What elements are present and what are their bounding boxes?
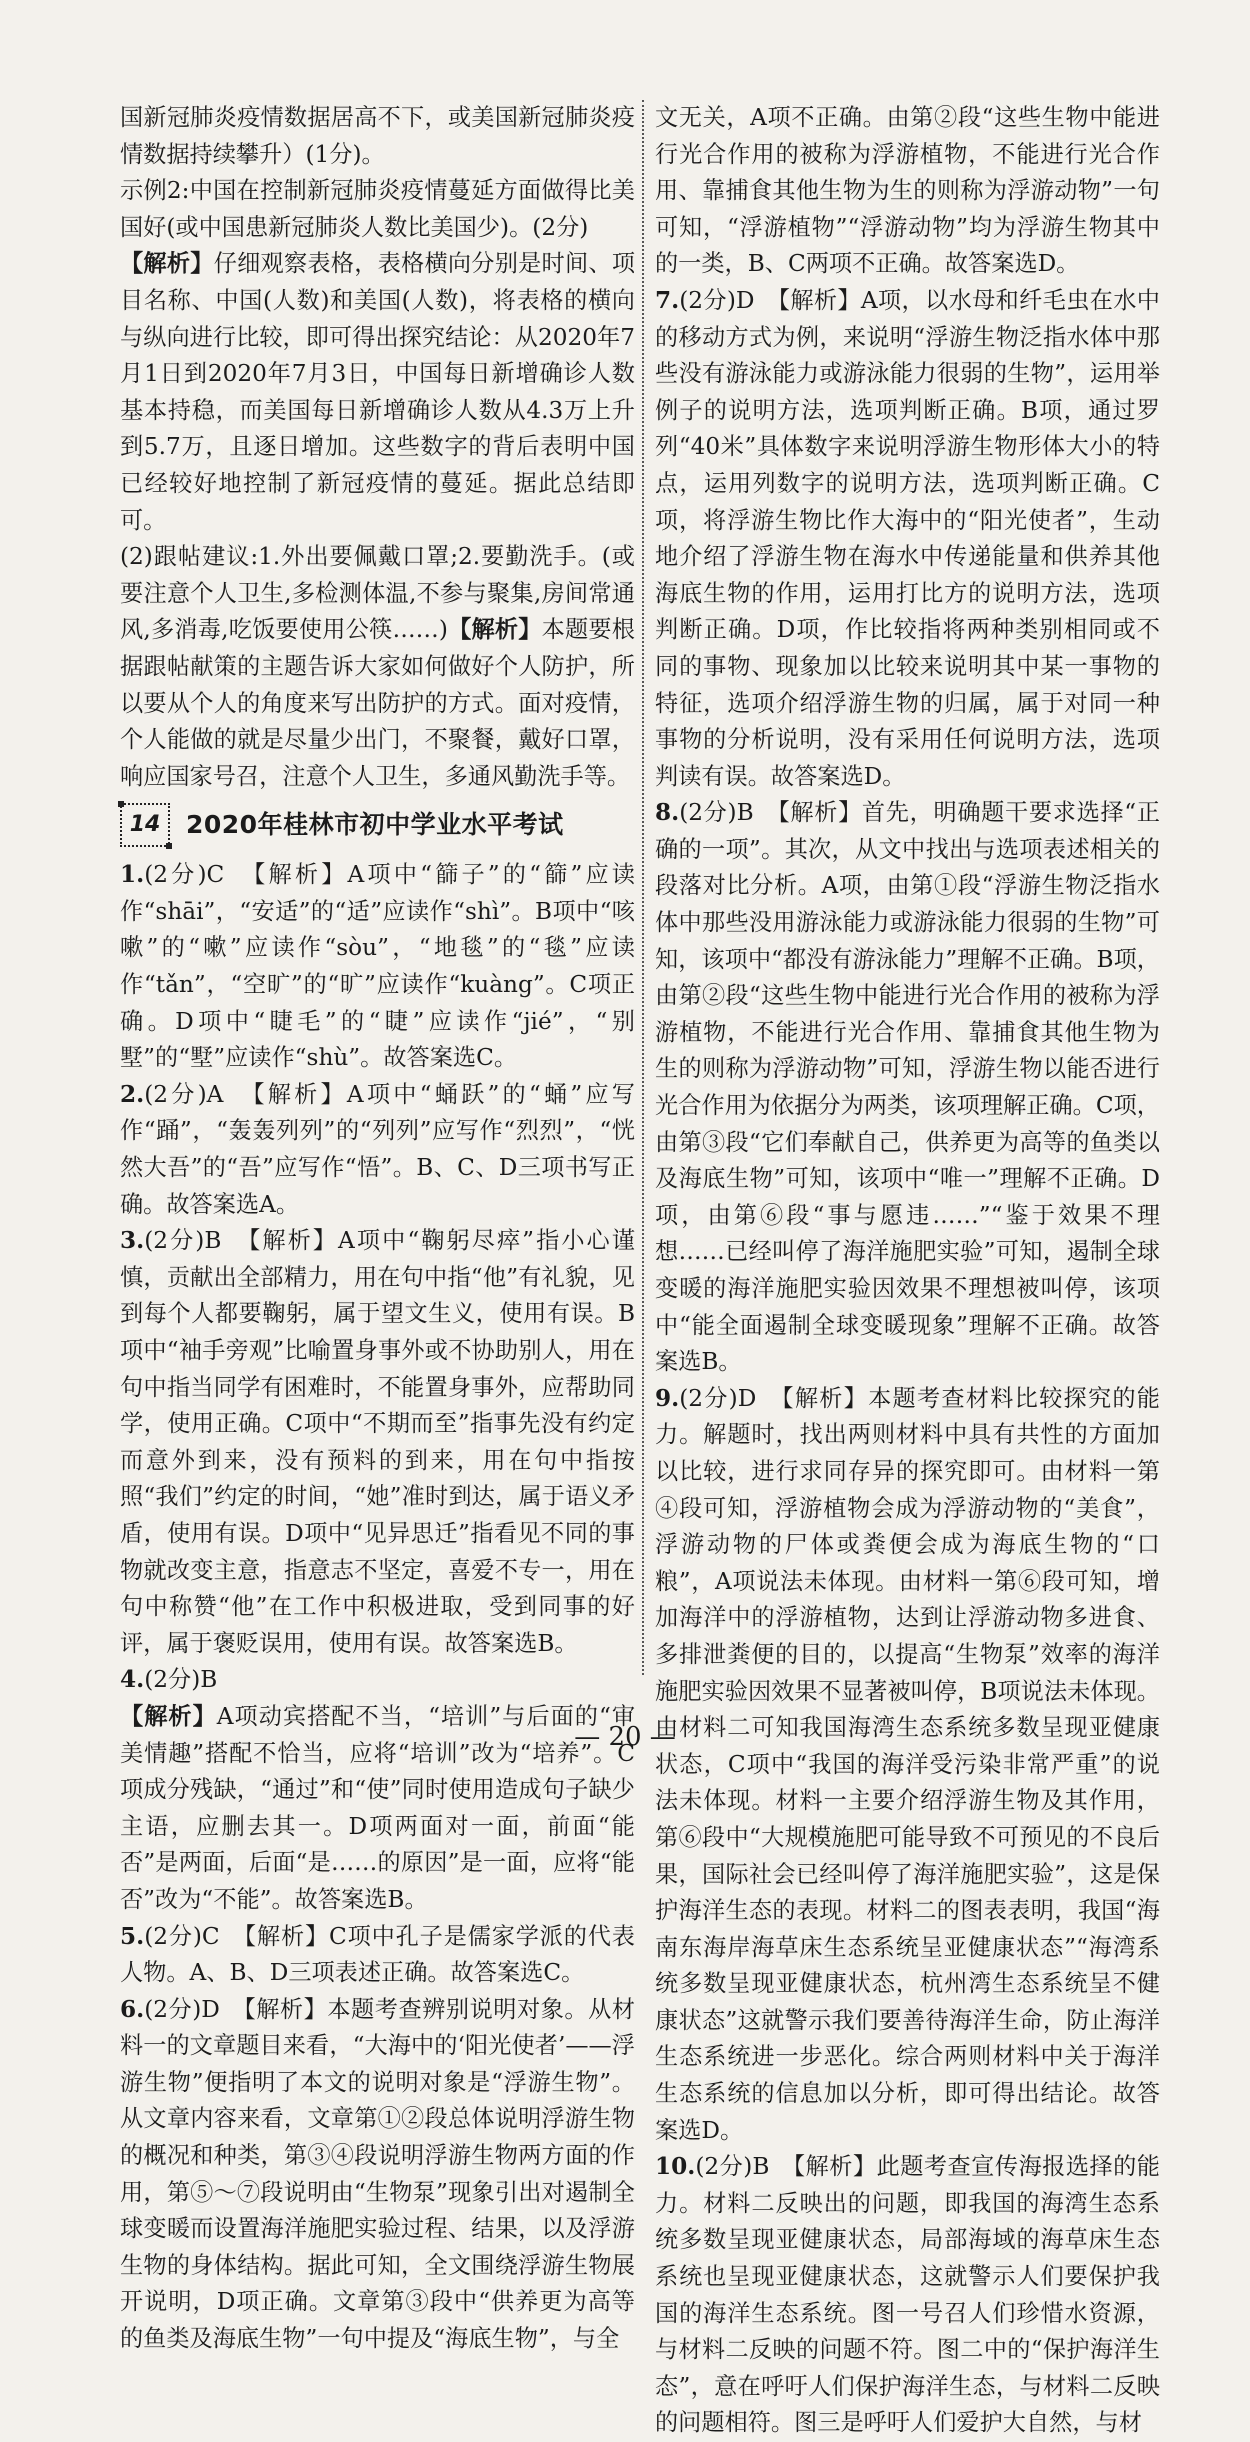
answer-item [655, 1381, 1160, 2149]
answer-text: (2分)B 【解析】此题考查宣传海报选择的能力。材料二反映出的问题，即我国的海湾生态系统多数呈现亚健康状态，局部海域的海草床生态系统也呈现亚健康状态，这就警示人们要保护我国的海洋生态系统。图一号召人们珍惜水资源，与材料二反映的问题不符。图二中的“保护海洋生态”，意在呼吁人们保护海洋生态，与材料二反映的问题相符。图三是呼吁人们爱护大自然，与材 [655, 2153, 1160, 2437]
answer-item [120, 1992, 635, 2358]
answer-text: (2分)B 【解析】A项中“鞠躬尽瘁”指小心谨慎，贡献出全部精力，用在句中指“他”有礼貌，见到每个人都要鞠躬，属于望文生义，使用有误。B项中“袖手旁观”比喻置身事外或不协助别人，用在句中指当同学有困难时，不能置身事外，应帮助同学，使用正确。C项中“不期而至”指事先没有约定而意外到来，没有预料的到来，用在句中指按照“我们”约定的时间，“她”准时到达，属于语义矛盾，使用有误。D项中“见异思迁”指看见不同的事物就改变主意，指意志不坚定，喜爱不专一，用在句中称赞“他”在工作中积极进取，受到同事的好评，属于褒贬误用，使用有误。故答案选B。 [120, 1227, 635, 1657]
answer-item [120, 1077, 635, 1223]
suggestion-text: (2)跟帖建议:1.外出要佩戴口罩;2.要勤洗手。(或要注意个人卫生,多检测体温,不参与聚集,房间常通风,多消毒,吃饭要使用公筷……) [120, 543, 635, 644]
section-title: 2020年桂林市初中学业水平考试 [186, 809, 564, 839]
analysis-paragraph [120, 539, 635, 795]
page-number: — 20 — [574, 1722, 676, 1752]
answer-item [120, 857, 635, 1077]
analysis-tag: 【解析】 [120, 1702, 217, 1730]
answer-item [655, 283, 1160, 795]
answer-text: (2分)A 【解析】A项中“蛹跃”的“蛹”应写作“踊”，“轰轰列列”的“列列”应写作“烈烈”，“恍然大吾”的“吾”应写作“悟”。B、C、D三项书写正确。故答案选A。 [120, 1080, 635, 1218]
analysis-text: 仔细观察表格，表格横向分别是时间、项目名称、中国(人数)和美国(人数)，将表格的横向与纵向进行比较，即可得出探究结论：从2020年7月1日到2020年7月3日，中国每日新增确诊人数基本持稳，而美国每日新增确诊人数从4.3万上升到5.7万，且逐日增加。这些数字的背后表明中国已经较好地控制了新冠疫情的蔓延。据此总结即可。 [120, 250, 636, 534]
analysis-text: A项动宾搭配不当，“培训”与后面的“审美情趣”搭配不恰当，应将“培训”改为“培养”。C项成分残缺，“通过”和“使”同时使用造成句子缺少主语，应删去其一。D项两面对一面，前面“能否”是两面，后面“是……的原因”是一面，应将“能否”改为“不能”。故答案选B。 [120, 1702, 636, 1913]
analysis-tag: 【解析】 [120, 250, 214, 278]
analysis-text: 本题要根据跟帖献策的主题告诉大家如何做好个人防护，所以要从个人的角度来写出防护的方式。面对疫情，个人能做的就是尽量少出门，不聚餐，戴好口罩，响应国家号召，注意个人卫生，多通风勤洗手等。 [120, 616, 635, 790]
left-column [120, 100, 635, 2358]
question-number: 2. [120, 1080, 145, 1108]
question-number: 8. [655, 799, 680, 827]
right-column [655, 100, 1160, 2442]
paragraph: 文无关，A项不正确。由第②段“这些生物中能进行光合作用的被称为浮游植物，不能进行光合作用、靠捕食其他生物为生的则称为浮游动物”一句可知，“浮游植物”“浮游动物”均为浮游生物其中的一类，B、C两项不正确。故答案选D。 [655, 104, 1160, 278]
paragraph: 示例2:中国在控制新冠肺炎疫情蔓延方面做得比美国好(或中国患新冠肺炎人数比美国少)。(2分) [120, 177, 635, 241]
answer-text: (2分)B 【解析】首先，明确题干要求选择“正确的一项”。其次，从文中找出与选项表述相关的段落对比分析。A项，由第①段“浮游生物泛指水体中那些没用游泳能力或游泳能力很弱的生物”可知，该项中“都没有游泳能力”理解不正确。B项，由第②段“这些生物中能进行光合作用的被称为浮游植物，不能进行光合作用、靠捕食其他生物为生的则称为浮游动物”可知，浮游生物以能否进行光合作用为依据分为两类，该项理解正确。C项，由第③段“它们奉献自己，供养更为高等的鱼类以及海底生物”可知，该项中“唯一”理解不正确。D项，由第⑥段“事与愿违……”“鉴于效果不理想……已经叫停了海洋施肥实验”可知，遏制全球变暖的海洋施肥实验因效果不理想被叫停，该项中“能全面遏制全球变暖现象”理解不正确。故答案选B。 [655, 799, 1160, 1376]
question-number: 6. [120, 1995, 145, 2023]
paragraph: 国新冠肺炎疫情数据居高不下，或美国新冠肺炎疫情数据持续攀升）(1分)。 [120, 104, 635, 168]
answer-item [655, 795, 1160, 1381]
answer-item [120, 1662, 635, 1699]
answer-text: (2分)D 【解析】本题考查材料比较探究的能力。解题时，找出两则材料中具有共性的方面加以比较，进行求同存异的探究即可。由材料一第④段可知，浮游植物会成为浮游动物的“美食”，浮游动物的尸体或粪便会成为海底生物的“口粮”，A项说法未体现。由材料一第⑥段可知，增加海洋中的浮游植物，达到让浮游动物多进食、多排泄粪便的目的，以提高“生物泵”效率的海洋施肥实验因效果不显著被叫停，B项说法未体现。由材料二可知我国海湾生态系统多数呈现亚健康状态，C项中“我国的海洋受污染非常严重”的说法未体现。材料一主要介绍浮游生物及其作用，第⑥段中“大规模施肥可能导致不可预见的不良后果，国际社会已经叫停了海洋施肥实验”，这是保护海洋生态的表现。材料二的图表表明，我国“海南东海岸海草床生态系统呈亚健康状态”“海湾系统多数呈现亚健康状态，杭州湾生态系统呈不健康状态”这就警示我们要善待海洋生命，防止海洋生态系统进一步恶化。综合两则材料中关于海洋生态系统的信息加以分析，即可得出结论。故答案选D。 [655, 1384, 1160, 2144]
question-number: 3. [120, 1227, 145, 1255]
column-divider [642, 100, 644, 1675]
answer-text: (2分)B [144, 1666, 218, 1694]
answer-item [120, 1919, 635, 1992]
answer-item [120, 1223, 635, 1662]
answer-text: (2分)D 【解析】本题考查辨别说明对象。从材料一的文章题目来看，“大海中的‘阳光使者’——浮游生物”便指明了本文的说明对象是“浮游生物”。从文章内容来看，文章第①②段总体说明浮游生物的概况和种类，第③④段说明浮游生物两方面的作用，第⑤～⑦段说明由“生物泵”现象引出对遏制全球变暖而设置海洋施肥实验过程、结果，以及浮游生物的身体结构。据此可知，全文围绕浮游生物展开说明，D项正确。文章第③段中“供养更为高等的鱼类及海底生物”一句中提及“海底生物”，与全 [120, 1995, 635, 2353]
question-number: 4. [120, 1666, 145, 1694]
analysis-tag: 【解析】 [447, 616, 542, 644]
answer-text: (2分)C 【解析】C项中孔子是儒家学派的代表人物。A、B、D三项表述正确。故答案选C。 [120, 1922, 635, 1987]
question-number: 7. [655, 286, 680, 314]
question-number: 10. [655, 2153, 696, 2181]
question-number: 9. [655, 1384, 680, 1412]
section-number-badge: 14 [120, 803, 170, 847]
question-number: 1. [120, 861, 145, 889]
section-header [120, 805, 635, 845]
answer-item [655, 2149, 1160, 2442]
analysis-paragraph [120, 246, 635, 539]
answer-text: (2分)C 【解析】A项中“篩子”的“篩”应读作“shāi”，“安适”的“适”应读作“shì”。B项中“咳嗽”的“嗽”应读作“sòu”，“地毯”的“毯”应读作“tǎn”，“空旷”的“旷”应读作“kuàng”。C项正确。D项中“睫毛”的“睫”应读作“jié”，“别墅”的“墅”应读作“shù”。故答案选C。 [120, 861, 635, 1072]
question-number: 5. [120, 1922, 145, 1950]
answer-text: (2分)D 【解析】A项，以水母和纤毛虫在水中的移动方式为例，来说明“浮游生物泛指水体中那些没有游泳能力或游泳能力很弱的生物”，运用举例子的说明方法，选项判断正确。B项，通过罗列“40米”具体数字来说明浮游生物形体大小的特点，运用列数字的说明方法，选项判断正确。C项，将浮游生物比作大海中的“阳光使者”，生动地介绍了浮游生物在海水中传递能量和供养其他海底生物的作用，运用打比方的说明方法，选项判断正确。D项，作比较指将两种类别相同或不同的事物、现象加以比较来说明其中某一事物的特征，选项介绍浮游生物的归属，属于对同一种事物的分析说明，没有采用任何说明方法，选项判读有误。故答案选D。 [655, 286, 1160, 790]
